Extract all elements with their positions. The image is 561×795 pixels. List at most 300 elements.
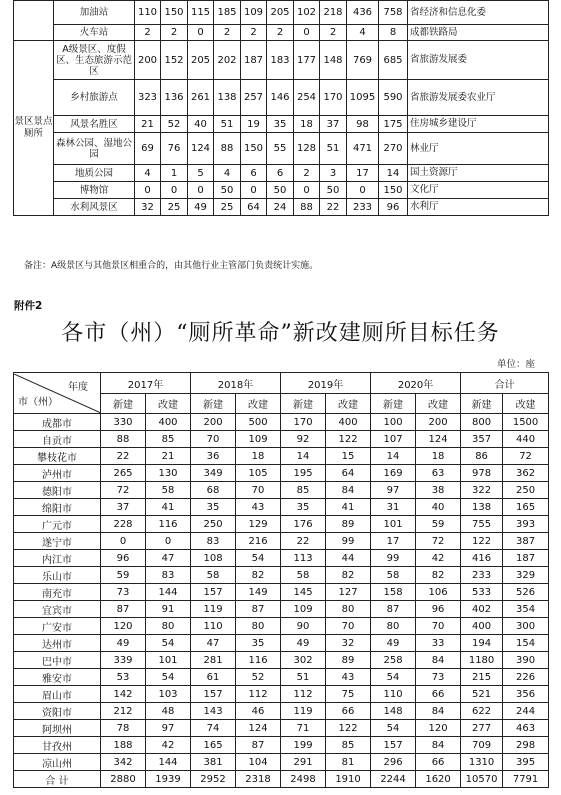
value-cell: 622 <box>461 703 503 720</box>
value-cell: 84 <box>416 652 461 669</box>
city-cell: 自贡市 <box>14 431 101 448</box>
total-value-cell: 2952 <box>191 771 236 788</box>
table-row <box>14 25 549 41</box>
value-cell: 58 <box>281 567 326 584</box>
value-cell: 769 <box>347 41 379 80</box>
value-cell: 322 <box>461 482 503 499</box>
value-cell: 97 <box>371 482 416 499</box>
value-cell: 199 <box>281 737 326 754</box>
total-label: 合 计 <box>14 771 101 788</box>
value-cell: 89 <box>326 516 371 533</box>
city-cell: 广安市 <box>14 618 101 635</box>
value-cell: 97 <box>146 720 191 737</box>
value-cell: 216 <box>236 533 281 550</box>
value-cell: 277 <box>461 720 503 737</box>
value-cell: 122 <box>326 720 371 737</box>
value-cell: 76 <box>161 133 188 165</box>
value-cell: 69 <box>135 133 161 165</box>
value-cell: 124 <box>188 133 214 165</box>
value-cell: 1180 <box>461 652 503 669</box>
value-cell: 195 <box>281 465 326 482</box>
attachment-label: 附件2 <box>14 300 43 312</box>
value-cell: 112 <box>281 686 326 703</box>
value-cell: 302 <box>281 652 326 669</box>
value-cell: 138 <box>214 80 241 116</box>
value-cell: 109 <box>241 1 267 25</box>
value-cell: 685 <box>379 41 408 80</box>
value-cell: 205 <box>267 1 294 25</box>
value-cell: 88 <box>101 431 146 448</box>
value-cell: 51 <box>214 116 241 133</box>
value-cell: 157 <box>191 584 236 601</box>
value-cell: 254 <box>294 80 320 116</box>
value-cell: 116 <box>146 516 191 533</box>
value-cell: 402 <box>461 601 503 618</box>
table-row <box>14 703 549 720</box>
value-cell: 298 <box>503 737 549 754</box>
value-cell: 440 <box>503 431 549 448</box>
dept-cell: 成都铁路局 <box>408 25 549 41</box>
value-cell: 0 <box>188 25 214 41</box>
value-cell: 40 <box>188 116 214 133</box>
value-cell: 1500 <box>503 414 549 431</box>
year-header: 2020年 <box>371 373 461 394</box>
value-cell: 120 <box>101 618 146 635</box>
value-cell: 68 <box>191 482 236 499</box>
value-cell: 70 <box>236 482 281 499</box>
value-cell: 102 <box>294 1 320 25</box>
table-row <box>14 465 549 482</box>
value-cell: 72 <box>503 448 549 465</box>
value-cell: 152 <box>161 41 188 80</box>
city-cell: 达州市 <box>14 635 101 652</box>
unit-label: 单位：座 <box>496 359 535 370</box>
value-cell: 54 <box>146 635 191 652</box>
value-cell: 349 <box>191 465 236 482</box>
value-cell: 2 <box>135 25 161 41</box>
value-cell: 80 <box>236 618 281 635</box>
value-cell: 8 <box>379 25 408 41</box>
table-row <box>14 635 549 652</box>
value-cell: 176 <box>281 516 326 533</box>
value-cell: 2 <box>267 25 294 41</box>
table-row <box>14 182 549 199</box>
dept-cell: 省经济和信息化委 <box>408 1 549 25</box>
value-cell: 110 <box>191 618 236 635</box>
value-cell: 59 <box>101 567 146 584</box>
table-row <box>14 133 549 165</box>
value-cell: 281 <box>191 652 236 669</box>
value-cell: 339 <box>101 652 146 669</box>
total-value-cell: 1939 <box>146 771 191 788</box>
value-cell: 41 <box>326 499 371 516</box>
total-value-cell: 2318 <box>236 771 281 788</box>
value-cell: 157 <box>371 737 416 754</box>
value-cell: 74 <box>191 720 236 737</box>
value-cell: 709 <box>461 737 503 754</box>
table-row <box>14 720 549 737</box>
value-cell: 200 <box>416 414 461 431</box>
value-cell: 98 <box>347 116 379 133</box>
city-cell: 遂宁市 <box>14 533 101 550</box>
value-cell: 44 <box>326 550 371 567</box>
value-cell: 146 <box>267 80 294 116</box>
value-cell: 51 <box>320 133 347 165</box>
value-cell: 2 <box>161 25 188 41</box>
value-cell: 110 <box>371 686 416 703</box>
item-cell: 水利风景区 <box>54 199 135 216</box>
table-row <box>14 516 549 533</box>
table-row <box>14 652 549 669</box>
value-cell: 72 <box>101 482 146 499</box>
value-cell: 80 <box>146 618 191 635</box>
subheader-new: 新建 <box>371 394 416 414</box>
value-cell: 150 <box>379 182 408 199</box>
top-table <box>13 0 549 216</box>
table-row <box>14 41 549 80</box>
value-cell: 43 <box>326 669 371 686</box>
value-cell: 0 <box>241 182 267 199</box>
value-cell: 104 <box>236 754 281 771</box>
value-cell: 270 <box>379 133 408 165</box>
value-cell: 41 <box>146 499 191 516</box>
page-title: 各市（州）“厕所革命”新改建厕所目标任务 <box>61 321 500 346</box>
value-cell: 37 <box>101 499 146 516</box>
value-cell: 85 <box>146 431 191 448</box>
dept-cell: 文化厅 <box>408 182 549 199</box>
value-cell: 17 <box>371 533 416 550</box>
table-row <box>14 754 549 771</box>
value-cell: 115 <box>188 1 214 25</box>
value-cell: 226 <box>503 669 549 686</box>
value-cell: 2 <box>320 25 347 41</box>
value-cell: 64 <box>241 199 267 216</box>
value-cell: 127 <box>326 584 371 601</box>
value-cell: 183 <box>267 41 294 80</box>
dept-cell: 住房城乡建设厅 <box>408 116 549 133</box>
value-cell: 54 <box>371 720 416 737</box>
value-cell: 70 <box>416 618 461 635</box>
value-cell: 35 <box>236 635 281 652</box>
item-cell: 博物馆 <box>54 182 135 199</box>
value-cell: 3 <box>320 165 347 182</box>
total-value-cell: 1910 <box>326 771 371 788</box>
value-cell: 80 <box>326 601 371 618</box>
value-cell: 533 <box>461 584 503 601</box>
value-cell: 500 <box>236 414 281 431</box>
value-cell: 50 <box>214 182 241 199</box>
value-cell: 1310 <box>461 754 503 771</box>
table-row <box>14 1 549 25</box>
value-cell: 130 <box>146 465 191 482</box>
value-cell: 88 <box>294 199 320 216</box>
item-cell: 风景名胜区 <box>54 116 135 133</box>
table-row <box>14 199 549 216</box>
value-cell: 128 <box>294 133 320 165</box>
item-cell: 森林公园、湿地公园 <box>54 133 135 165</box>
value-cell: 393 <box>503 516 549 533</box>
value-cell: 436 <box>347 1 379 25</box>
value-cell: 261 <box>188 80 214 116</box>
value-cell: 96 <box>101 550 146 567</box>
value-cell: 54 <box>146 669 191 686</box>
table-row <box>14 414 549 431</box>
dept-cell: 省旅游发展委农业厅 <box>408 80 549 116</box>
subheader-new: 新建 <box>281 394 326 414</box>
value-cell: 87 <box>101 601 146 618</box>
table-row <box>14 686 549 703</box>
value-cell: 87 <box>371 601 416 618</box>
value-cell: 105 <box>236 465 281 482</box>
value-cell: 205 <box>188 41 214 80</box>
value-cell: 400 <box>461 618 503 635</box>
value-cell: 58 <box>191 567 236 584</box>
value-cell: 90 <box>281 618 326 635</box>
subheader-renovate: 改建 <box>326 394 371 414</box>
value-cell: 48 <box>146 703 191 720</box>
value-cell: 354 <box>503 601 549 618</box>
table-row <box>14 482 549 499</box>
value-cell: 83 <box>146 567 191 584</box>
value-cell: 291 <box>281 754 326 771</box>
value-cell: 21 <box>146 448 191 465</box>
value-cell: 124 <box>236 720 281 737</box>
value-cell: 200 <box>135 41 161 80</box>
value-cell: 73 <box>101 584 146 601</box>
value-cell: 0 <box>135 182 161 199</box>
value-cell: 177 <box>294 41 320 80</box>
value-cell: 106 <box>416 584 461 601</box>
city-cell: 内江市 <box>14 550 101 567</box>
year-header: 2018年 <box>191 373 281 394</box>
value-cell: 119 <box>281 703 326 720</box>
value-cell: 124 <box>416 431 461 448</box>
value-cell: 6 <box>267 165 294 182</box>
value-cell: 64 <box>326 465 371 482</box>
value-cell: 188 <box>101 737 146 754</box>
table-row <box>14 669 549 686</box>
value-cell: 96 <box>416 601 461 618</box>
value-cell: 89 <box>326 652 371 669</box>
value-cell: 755 <box>461 516 503 533</box>
value-cell: 112 <box>236 686 281 703</box>
value-cell: 66 <box>416 754 461 771</box>
total-value-cell: 1620 <box>416 771 461 788</box>
value-cell: 87 <box>236 601 281 618</box>
value-cell: 416 <box>461 550 503 567</box>
value-cell: 400 <box>326 414 371 431</box>
value-cell: 144 <box>146 584 191 601</box>
value-cell: 194 <box>461 635 503 652</box>
total-value-cell: 10570 <box>461 771 503 788</box>
value-cell: 357 <box>461 431 503 448</box>
value-cell: 14 <box>371 448 416 465</box>
value-cell: 108 <box>191 550 236 567</box>
value-cell: 33 <box>416 635 461 652</box>
value-cell: 84 <box>416 737 461 754</box>
value-cell: 22 <box>320 199 347 216</box>
value-cell: 150 <box>241 133 267 165</box>
subheader-renovate: 改建 <box>236 394 281 414</box>
empty-category-cell <box>14 1 54 41</box>
value-cell: 82 <box>326 567 371 584</box>
value-cell: 84 <box>326 482 371 499</box>
category-cell: 景区景点厕所 <box>14 41 54 216</box>
value-cell: 138 <box>461 499 503 516</box>
value-cell: 200 <box>191 414 236 431</box>
value-cell: 0 <box>347 182 379 199</box>
value-cell: 101 <box>371 516 416 533</box>
city-cell: 绵阳市 <box>14 499 101 516</box>
value-cell: 51 <box>281 669 326 686</box>
value-cell: 14 <box>281 448 326 465</box>
value-cell: 169 <box>371 465 416 482</box>
value-cell: 31 <box>371 499 416 516</box>
value-cell: 0 <box>294 25 320 41</box>
value-cell: 82 <box>416 567 461 584</box>
value-cell: 390 <box>503 652 549 669</box>
value-cell: 978 <box>461 465 503 482</box>
value-cell: 83 <box>191 533 236 550</box>
value-cell: 49 <box>281 635 326 652</box>
table-row <box>14 601 549 618</box>
value-cell: 86 <box>461 448 503 465</box>
value-cell: 122 <box>461 533 503 550</box>
value-cell: 170 <box>320 80 347 116</box>
value-cell: 35 <box>267 116 294 133</box>
value-cell: 4 <box>135 165 161 182</box>
value-cell: 154 <box>503 635 549 652</box>
value-cell: 143 <box>191 703 236 720</box>
value-cell: 1 <box>161 165 188 182</box>
value-cell: 329 <box>503 567 549 584</box>
table-row <box>14 116 549 133</box>
value-cell: 187 <box>503 550 549 567</box>
value-cell: 49 <box>101 635 146 652</box>
value-cell: 148 <box>320 41 347 80</box>
value-cell: 185 <box>214 1 241 25</box>
city-cell: 广元市 <box>14 516 101 533</box>
value-cell: 265 <box>101 465 146 482</box>
city-cell: 宜宾市 <box>14 601 101 618</box>
value-cell: 54 <box>236 550 281 567</box>
value-cell: 46 <box>236 703 281 720</box>
subheader-renovate: 改建 <box>416 394 461 414</box>
value-cell: 18 <box>294 116 320 133</box>
value-cell: 0 <box>146 533 191 550</box>
value-cell: 101 <box>146 652 191 669</box>
value-cell: 202 <box>214 41 241 80</box>
value-cell: 300 <box>503 618 549 635</box>
value-cell: 53 <box>101 669 146 686</box>
year-header: 2017年 <box>101 373 191 394</box>
value-cell: 323 <box>135 80 161 116</box>
city-cell: 雅安市 <box>14 669 101 686</box>
value-cell: 109 <box>236 431 281 448</box>
value-cell: 149 <box>236 584 281 601</box>
city-cell: 眉山市 <box>14 686 101 703</box>
value-cell: 66 <box>326 703 371 720</box>
city-cell: 成都市 <box>14 414 101 431</box>
value-cell: 18 <box>236 448 281 465</box>
value-cell: 99 <box>371 550 416 567</box>
value-cell: 87 <box>236 737 281 754</box>
value-cell: 91 <box>146 601 191 618</box>
subheader-new: 新建 <box>191 394 236 414</box>
table-row <box>14 431 549 448</box>
value-cell: 50 <box>320 182 347 199</box>
value-cell: 35 <box>191 499 236 516</box>
header-city: 市（州） <box>18 396 58 408</box>
value-cell: 25 <box>161 199 188 216</box>
table-row <box>14 737 549 754</box>
value-cell: 136 <box>161 80 188 116</box>
value-cell: 165 <box>191 737 236 754</box>
value-cell: 58 <box>371 567 416 584</box>
target-table <box>13 372 549 788</box>
value-cell: 387 <box>503 533 549 550</box>
city-cell: 德阳市 <box>14 482 101 499</box>
value-cell: 47 <box>191 635 236 652</box>
value-cell: 165 <box>503 499 549 516</box>
value-cell: 32 <box>135 199 161 216</box>
value-cell: 144 <box>146 754 191 771</box>
subheader-new: 新建 <box>461 394 503 414</box>
value-cell: 170 <box>281 414 326 431</box>
table-row <box>14 499 549 516</box>
value-cell: 85 <box>326 737 371 754</box>
subheader-renovate: 改建 <box>503 394 549 414</box>
value-cell: 81 <box>326 754 371 771</box>
table-row <box>14 165 549 182</box>
value-cell: 55 <box>267 133 294 165</box>
value-cell: 61 <box>191 669 236 686</box>
value-cell: 2 <box>241 25 267 41</box>
diagonal-header-cell <box>14 373 101 414</box>
value-cell: 1095 <box>347 80 379 116</box>
value-cell: 107 <box>371 431 416 448</box>
value-cell: 129 <box>236 516 281 533</box>
item-cell: 加油站 <box>54 1 135 25</box>
value-cell: 70 <box>326 618 371 635</box>
value-cell: 18 <box>416 448 461 465</box>
value-cell: 342 <box>101 754 146 771</box>
value-cell: 157 <box>191 686 236 703</box>
subheader-new: 新建 <box>101 394 146 414</box>
value-cell: 0 <box>101 533 146 550</box>
table-row <box>14 618 549 635</box>
value-cell: 49 <box>188 199 214 216</box>
value-cell: 40 <box>416 499 461 516</box>
value-cell: 258 <box>371 652 416 669</box>
value-cell: 5 <box>188 165 214 182</box>
value-cell: 25 <box>214 199 241 216</box>
value-cell: 22 <box>101 448 146 465</box>
value-cell: 233 <box>347 199 379 216</box>
city-cell: 凉山州 <box>14 754 101 771</box>
value-cell: 381 <box>191 754 236 771</box>
value-cell: 50 <box>267 182 294 199</box>
value-cell: 330 <box>101 414 146 431</box>
table-row <box>14 550 549 567</box>
value-cell: 88 <box>214 133 241 165</box>
value-cell: 52 <box>161 116 188 133</box>
value-cell: 463 <box>503 720 549 737</box>
value-cell: 43 <box>236 499 281 516</box>
value-cell: 228 <box>101 516 146 533</box>
value-cell: 32 <box>326 635 371 652</box>
item-cell: A级景区、度假区、生态旅游示范区 <box>54 41 135 80</box>
